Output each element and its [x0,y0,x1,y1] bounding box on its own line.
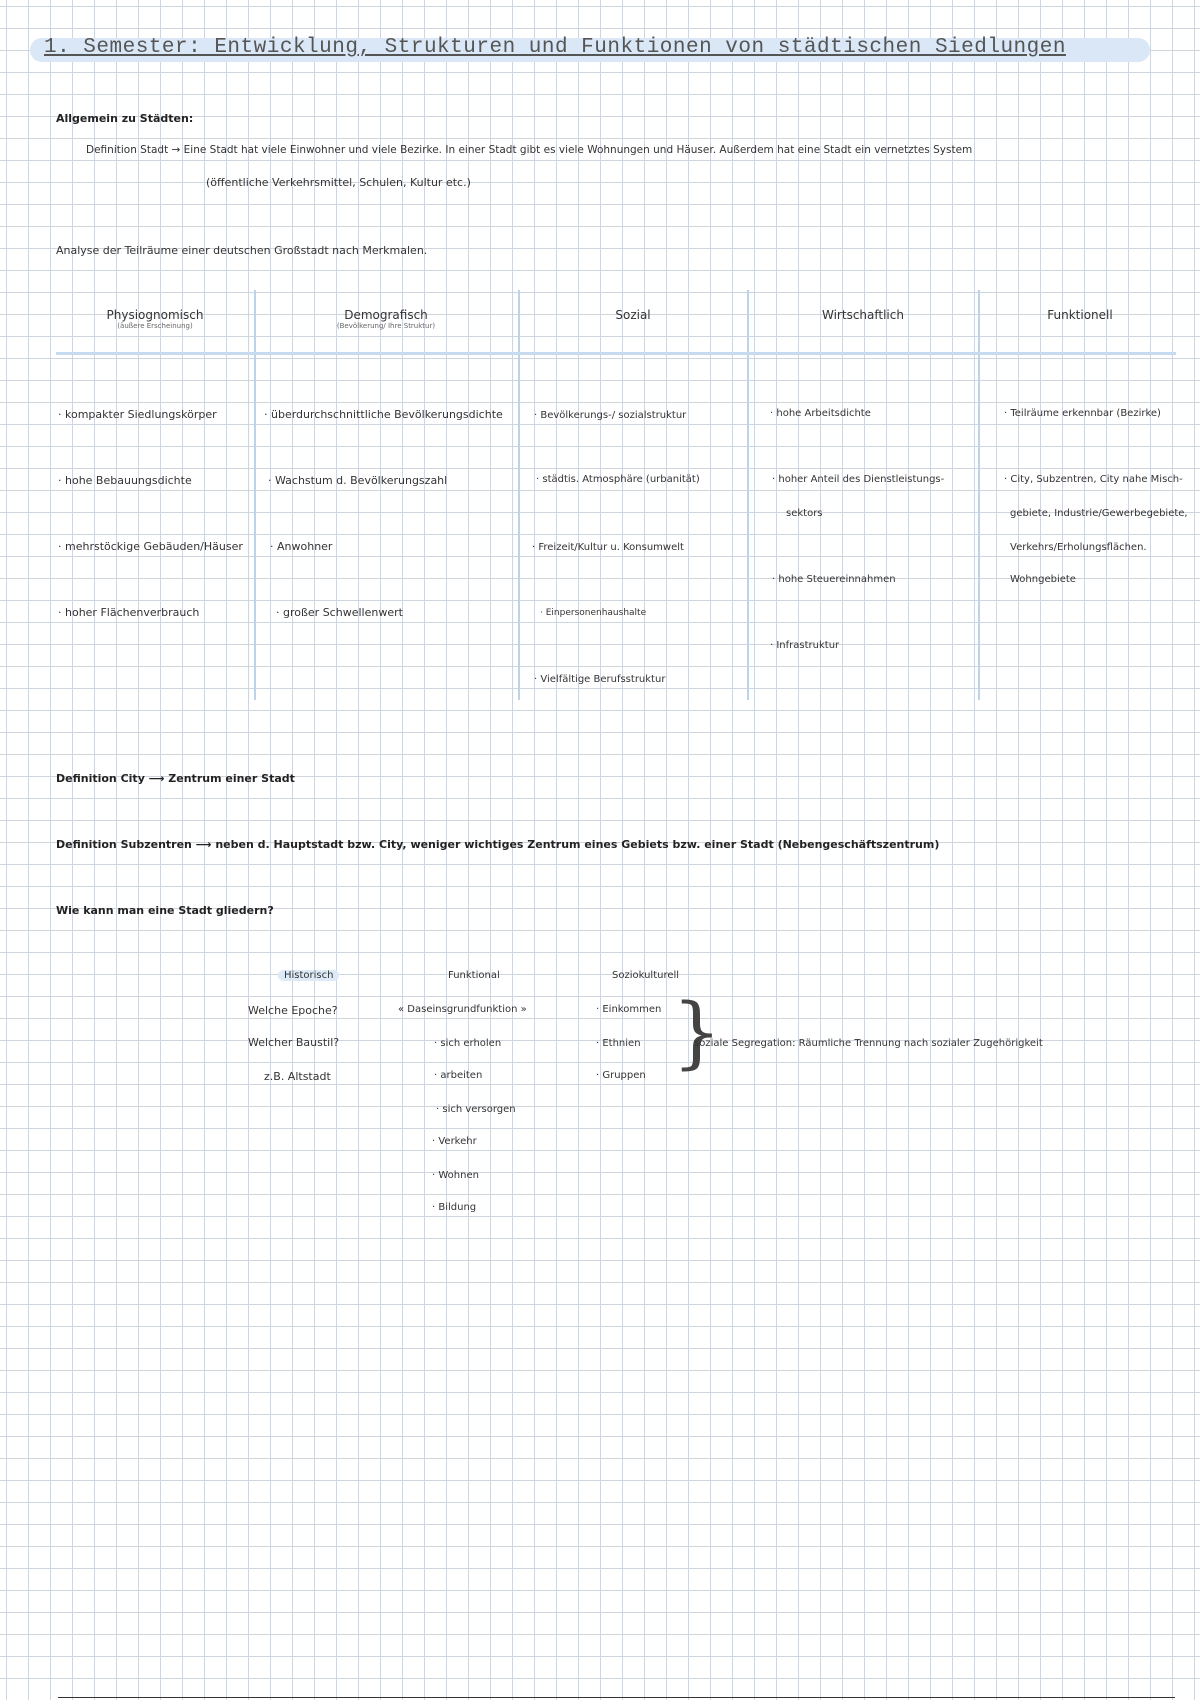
historisch-item: Welche Epoche? [248,1004,338,1017]
table-cell: Verkehrs/Erholungsflächen. [1010,542,1147,553]
funktional-item: · Wohnen [432,1170,479,1181]
table-cell: · mehrstöckige Gebäuden/Häuser [58,540,243,553]
funktional-title: Funktional [448,970,500,981]
table-cell: · überdurchschnittliche Bevölkerungsdichte [264,408,503,421]
table-cell: Wohngebiete [1010,574,1076,585]
soziokulturell-item: · Ethnien [596,1038,641,1049]
column-header-sozial: Sozial [615,308,651,322]
table-cell: · City, Subzentren, City nahe Misch- [1004,474,1183,485]
table-cell: · hoher Anteil des Dienstleistungs- [772,474,945,485]
table-cell: · kompakter Siedlungskörper [58,408,217,421]
table-cell: · Teilräume erkennbar (Bezirke) [1004,408,1161,419]
column-header-physiognomisch: Physiognomisch (äußere Erscheinung) [106,308,204,330]
funktional-item: « Daseinsgrundfunktion » [398,1004,527,1015]
funktional-item: · Verkehr [432,1136,477,1147]
question-gliedern: Wie kann man eine Stadt gliedern? [56,904,274,917]
table-cell: · Infrastruktur [770,640,840,651]
table-cell: · städtis. Atmosphäre (urbanität) [536,474,700,485]
table-cell: · Bevölkerungs-/ sozialstruktur [534,410,687,421]
definition-stadt-line2: (öffentliche Verkehrsmittel, Schulen, Kultur etc.) [206,176,471,189]
soziokulturell-item: · Einkommen [596,1004,662,1015]
intro-heading: Allgemein zu Städten: [56,112,194,125]
page-title: 1. Semester: Entwicklung, Strukturen und Funktionen von städtischen Siedlungen [44,36,1066,59]
definition-city: Definition City ⟶ Zentrum einer Stadt [56,772,295,785]
page-bottom-rule [58,1697,1175,1698]
historisch-item: z.B. Altstadt [264,1070,331,1083]
funktional-item: · sich erholen [434,1038,502,1049]
definition-stadt-line1: Definition Stadt → Eine Stadt hat viele Einwohner und viele Bezirke. In einer Stadt gibt es viele Wohnungen und Häuser. Außerdem hat eine Stadt ein vernetztes System [86,144,973,156]
column-header-demografisch: Demografisch (Bevölkerung/ Ihre Struktur) [336,308,436,330]
table-cell: · Einpersonenhaushalte [540,608,647,618]
table-cell: · hohe Bebauungsdichte [58,474,192,487]
table-cell: · Anwohner [270,540,333,553]
historisch-title: Historisch [278,970,339,981]
table-header-rule [56,352,1176,355]
table-cell: · großer Schwellenwert [276,606,403,619]
definition-subzentren: Definition Subzentren ⟶ neben d. Hauptstadt bzw. City, weniger wichtiges Zentrum eines Gebiets bzw. einer Stadt (Nebengeschäftszentrum) [56,838,940,851]
funktional-item: · sich versorgen [436,1104,516,1115]
column-header-wirtschaftlich: Wirtschaftlich [822,308,904,322]
brace-note: soziale Segregation: Räumliche Trennung nach sozialer Zugehörigkeit [694,1038,1043,1049]
analysis-heading: Analyse der Teilräume einer deutschen Großstadt nach Merkmalen. [56,244,428,257]
curly-brace: } [672,988,722,1078]
historisch-item: Welcher Baustil? [248,1036,340,1049]
soziokulturell-item: · Gruppen [596,1070,646,1081]
table-cell: · hohe Steuereinnahmen [772,574,896,585]
funktional-item: · arbeiten [434,1070,483,1081]
column-header-funktionell: Funktionell [1047,308,1113,322]
table-cell: · Wachstum d. Bevölkerungszahl [268,474,448,487]
table-cell: sektors [786,508,823,519]
table-cell: · hohe Arbeitsdichte [770,408,871,419]
table-cell: · hoher Flächenverbrauch [58,606,200,619]
table-cell: · Vielfältige Berufsstruktur [534,674,666,685]
table-cell: gebiete, Industrie/Gewerbegebiete, [1010,508,1188,519]
soziokulturell-title: Soziokulturell [612,970,680,981]
table-cell: · Freizeit/Kultur u. Konsumwelt [532,542,684,553]
funktional-item: · Bildung [432,1202,477,1213]
